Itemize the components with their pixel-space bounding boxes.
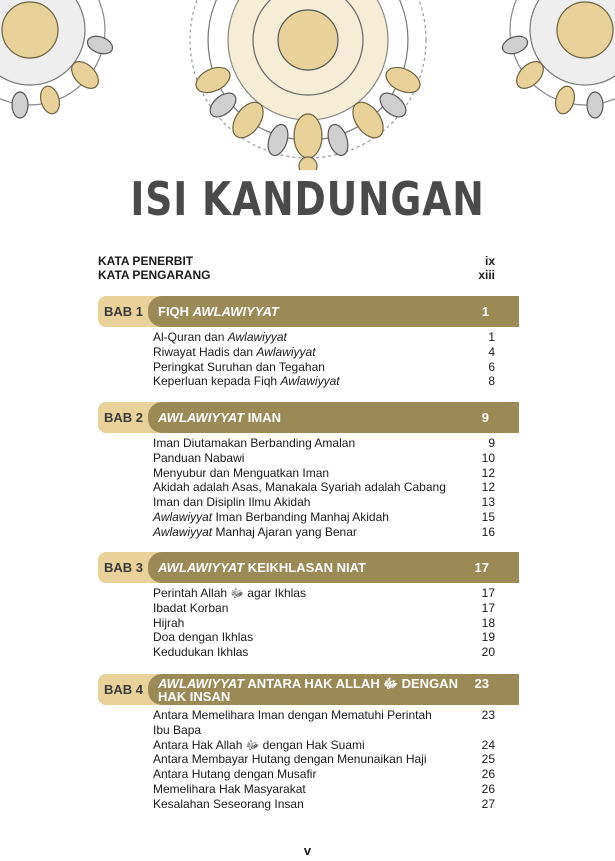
toc-entry: [153, 601, 495, 616]
toc-entry: [153, 525, 495, 540]
entry-page: 13: [481, 495, 495, 510]
front-matter-page: xiii: [478, 268, 495, 282]
chapter-header: [98, 402, 519, 433]
entry-title: Awlawiyyat Iman Berbanding Manhaj Akidah: [153, 509, 389, 524]
entry-title: Keperluan kepada Fiqh Awlawiyyat: [153, 374, 340, 389]
entry-title: Antara Hak Allah ﷻ dengan Hak Suami: [153, 737, 365, 752]
entry-page: 20: [481, 645, 495, 660]
chapter-entries: [153, 586, 495, 660]
toc-entry: [153, 767, 495, 782]
entry-title: Doa dengan Ikhlas: [153, 630, 254, 645]
toc-entry: [153, 495, 495, 510]
entry-title: Al-Quran dan Awlawiyyat: [153, 330, 287, 344]
entry-title: Riwayat Hadis dan Awlawiyyat: [153, 344, 316, 359]
entry-title: Kedudukan Ikhlas: [153, 645, 249, 660]
front-matter-page: ix: [484, 254, 495, 268]
front-matter-label: KATA PENGARANG: [98, 268, 211, 282]
chapter-header: [98, 296, 519, 327]
chapter-header: [98, 552, 519, 583]
entry-page: 12: [481, 465, 495, 480]
entry-page: 9: [488, 436, 495, 450]
entry-title: Peringkat Suruhan dan Tegahan: [153, 359, 325, 374]
toc-entry: [153, 708, 495, 738]
toc-entry: [153, 451, 495, 466]
entry-title: Kesalahan Seseorang Insan: [153, 796, 304, 811]
entry-page: 18: [481, 615, 495, 630]
chapter-tab-label: BAB 1: [104, 304, 144, 319]
entry-page: 6: [488, 359, 495, 374]
entry-page: 27: [481, 796, 495, 811]
toc-entry: [153, 616, 495, 631]
entry-page: 12: [481, 480, 495, 495]
chapter-title: FIQH AWLAWIYYAT: [158, 304, 279, 319]
toc-entry: [153, 645, 495, 660]
entry-page: 4: [488, 344, 495, 359]
toc-entry: [153, 738, 495, 753]
page-number: v: [303, 843, 312, 858]
entry-page: 10: [481, 450, 495, 465]
toc-entry: [153, 797, 495, 812]
entry-title: Iman Diutamakan Berbanding Amalan: [153, 436, 356, 450]
front-matter-item: [98, 254, 495, 268]
entry-page: 23: [481, 708, 495, 722]
chapter-page: 1: [481, 304, 489, 319]
chapter-title: AWLAWIYYAT KEIKHLASAN NIAT: [158, 560, 366, 575]
entry-page: 15: [481, 509, 495, 524]
chapter-title: [158, 677, 458, 703]
entry-title: Panduan Nabawi: [153, 450, 245, 465]
entry-title: Menyubur dan Menguatkan Iman: [153, 465, 330, 480]
toc-entry: [153, 586, 495, 601]
chapter-page: 17: [474, 560, 489, 575]
entry-page: 1: [488, 330, 495, 344]
chapter-entries: [153, 330, 495, 389]
entry-title: Iman dan Disiplin Ilmu Akidah: [153, 495, 311, 510]
entry-title: Akidah adalah Asas, Manakala Syariah adalah Cabang: [153, 480, 446, 495]
chapter-tab-label: BAB 4: [104, 682, 144, 697]
toc-entry: [153, 374, 495, 389]
chapter-entries: [153, 436, 495, 540]
chapter-title-line: HAK INSAN: [158, 689, 231, 704]
entry-page: 17: [481, 586, 495, 600]
chapter-title: AWLAWIYYAT IMAN: [158, 410, 282, 425]
page-title: ISI KANDUNGAN: [130, 172, 485, 226]
entry-title: Perintah Allah ﷻ agar Ikhlas: [153, 586, 306, 600]
toc-entry: [153, 630, 495, 645]
entry-title: Antara Hutang dengan Musafir: [153, 767, 317, 782]
toc-entry: [153, 360, 495, 375]
front-matter-item: [98, 268, 495, 282]
entry-title-continued: Ibu Bapa: [153, 722, 202, 737]
toc-entry: [153, 510, 495, 525]
entry-page: 17: [481, 600, 495, 615]
mandala-ornament: [0, 0, 615, 170]
entry-page: 26: [481, 781, 495, 796]
chapter-entries: [153, 708, 495, 812]
chapter-page: 9: [481, 410, 489, 425]
entry-page: 25: [481, 752, 495, 767]
toc-entry: [153, 466, 495, 481]
entry-title: Ibadat Korban: [153, 600, 229, 615]
toc-entry: [153, 345, 495, 360]
entry-title: Antara Memelihara Iman dengan Mematuhi Perintah: [153, 708, 432, 722]
toc-entry: [153, 330, 495, 345]
entry-title: Awlawiyyat Manhaj Ajaran yang Benar: [153, 524, 357, 539]
entry-page: 19: [481, 630, 495, 645]
chapter-title-line: AWLAWIYYAT ANTARA HAK ALLAH ﷻ DENGAN: [158, 676, 458, 691]
entry-title: Memelihara Hak Masyarakat: [153, 781, 306, 796]
chapter-page: 23: [474, 676, 489, 691]
entry-page: 24: [481, 737, 495, 752]
chapter-tab-label: BAB 2: [104, 410, 144, 425]
entry-page: 8: [488, 374, 495, 389]
toc-entry: [153, 480, 495, 495]
chapter-header: [98, 674, 519, 705]
entry-page: 16: [481, 524, 495, 539]
entry-title: Antara Membayar Hutang dengan Menunaikan Haji: [153, 752, 427, 767]
toc-entry: [153, 752, 495, 767]
entry-page: 26: [481, 767, 495, 782]
toc-entry: [153, 436, 495, 451]
chapter-tab-label: BAB 3: [104, 560, 144, 575]
entry-title: Hijrah: [153, 615, 185, 630]
front-matter-label: KATA PENERBIT: [98, 254, 194, 268]
toc-entry: [153, 782, 495, 797]
